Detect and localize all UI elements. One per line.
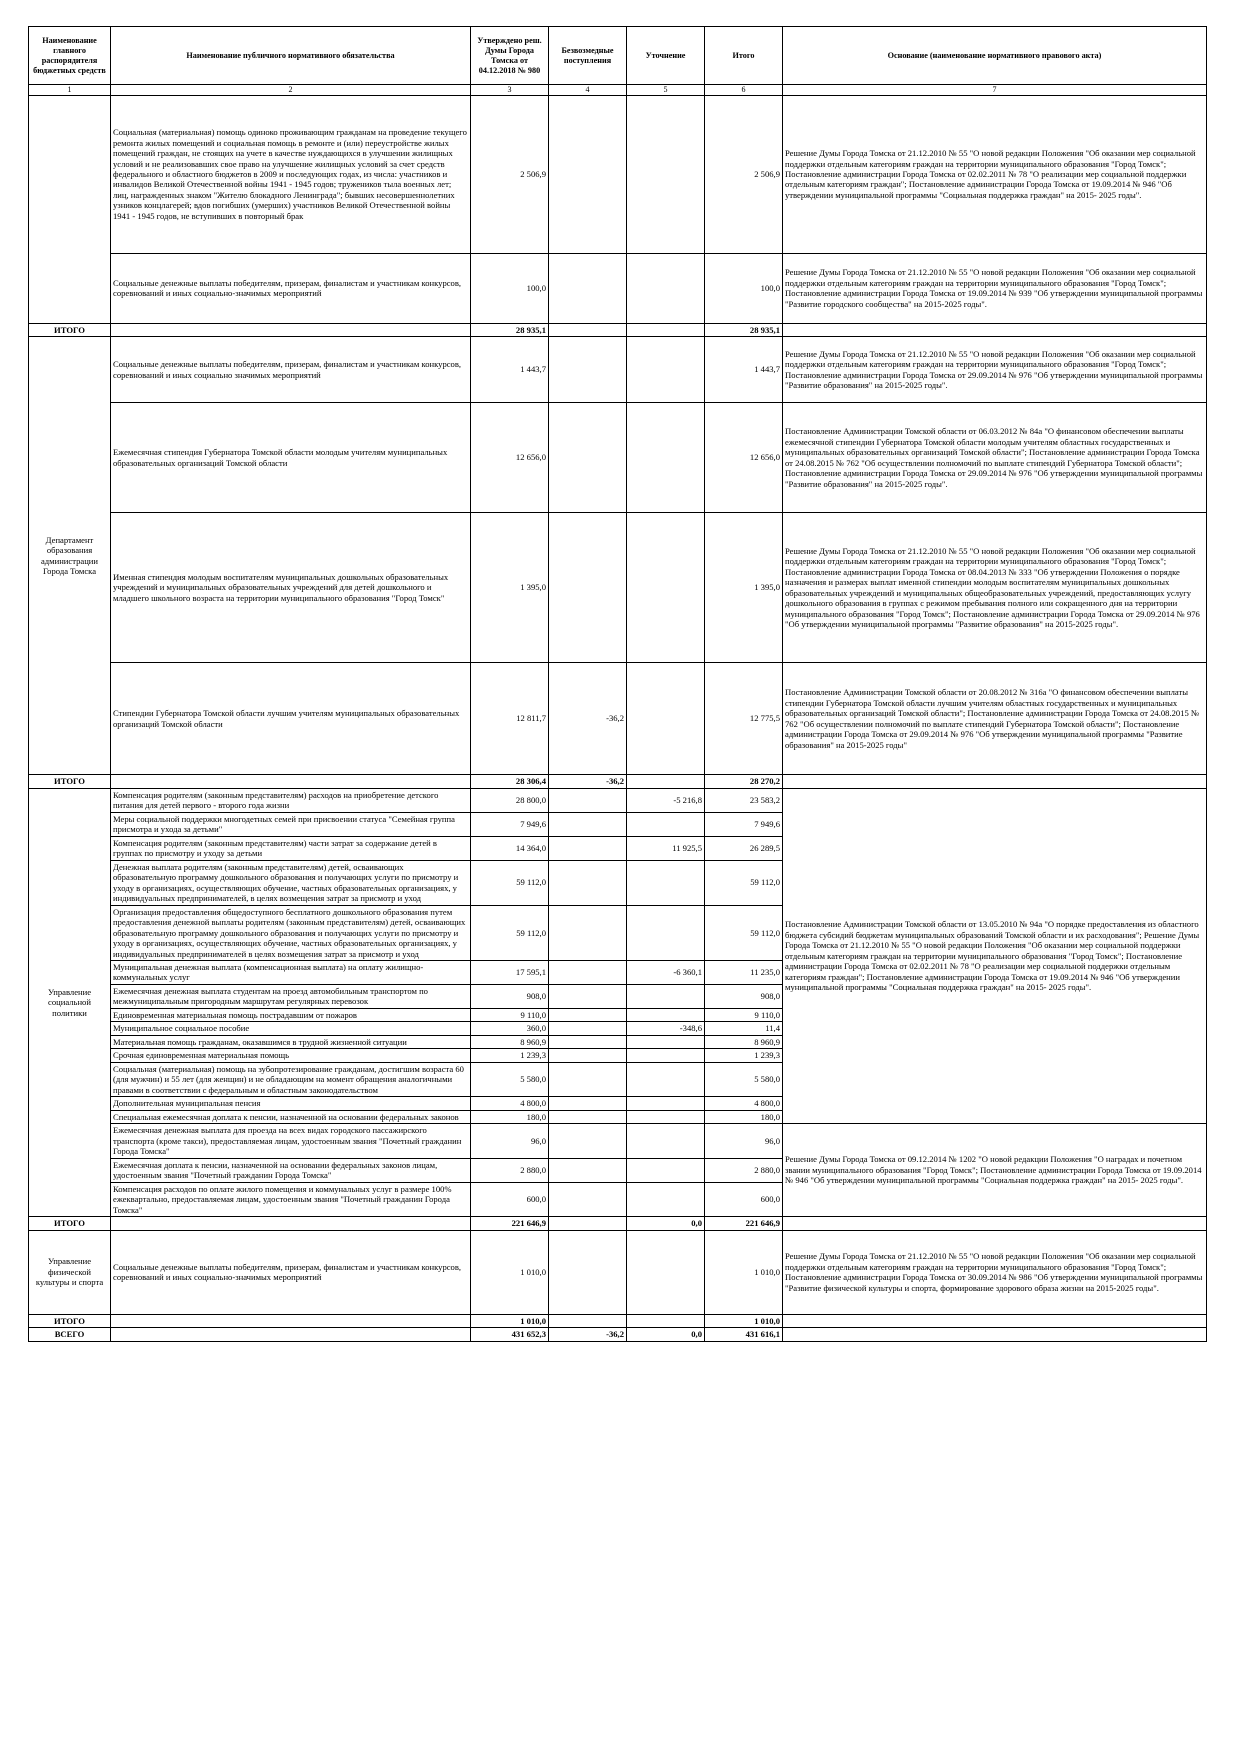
table-row: Социальная (материальная) помощь на зубопротезирование гражданам, достигшим возраста 60 (для мужчин) и 55 лет (для женщин) и не обладающим на момент обращения аналогичными правами в соответствии с федеральным и областным законодательством 5 580,0 5 580,0 <box>29 1062 1207 1096</box>
table-row: Управление социальной политики Компенсация родителям (законным представителям) расходов на приобретение детского питания для детей первого - второго года жизни 28 800,0 -5 216,8 23 583,2 Постановление Администрации Томской области от 13.05.2010 № 94а "О порядке предоставления из областного бюджета субсидий бюджетам муниципальных образований Томской области и их расходования"; Решение Думы Города Томска от 21.12.2010 № 55 "О новой редакции Положения "Об оказании мер социальной поддержки отдельным категориям граждан на территории муниципального образования "Город Томск"; Постановление администрации Города Томска от 02.02.2011 № 78 "О реализации мер социальной поддержки отдельным категориям граждан"; Постановление администрации Города Томска от 19.09.2014 № 946 "Об утверждении муниципальной программы "Социальная поддержка граждан" на 2015- 2025 годы". <box>29 788 1207 812</box>
col-h6: Итого <box>705 27 783 85</box>
table-row: Управление физической культуры и спорта Социальные денежные выплаты победителям, призерам, финалистам и участникам конкурсов, соревнований и иных социально-значимых мероприятий 1 010,0 1 010,0 Решение Думы Города Томска от 21.12.2010 № 55 "О новой редакции Положения "Об оказании мер социальной поддержки отдельным категориям граждан на территории муниципального образования "Город Томск"; Постановление администрации Города Томска от 30.09.2014 № 986 "Об утверждении муниципальной программы "Развитие физической культуры и спорта, формирование здорового образа жизни на 2015-2025 годы". <box>29 1230 1207 1314</box>
table-row: Социальная (материальная) помощь одиноко проживающим гражданам на проведение текущего ремонта жилых помещений и социальная помощь в ремонте и (или) переустройстве жилых помещений граждан, не стоящих на учете в качестве нуждающихся в улучшении жилищных условий и не реализовавших свое право на улучшение жилищных условий за счет средств федерального и областного бюджетов в 2009 и последующих годах, из числа: участников и инвалидов Великой Отечественной войны 1941 - 1945 годов; тружеников тыла военных лет; лиц, награжденных знаком "Жителю блокадного Ленинграда"; бывших несовершеннолетних узников концлагерей; вдов погибших (умерших) участников Великой Отечественной войны 1941 - 1945 годов, не вступивших в повторный брак 2 506,9 2 506,9 Решение Думы Города Томска от 21.12.2010 № 55 "О новой редакции Положения "Об оказании мер социальной поддержки отдельным категориям граждан на территории муниципального образования "Город Томск"; Постановление администрации Города Томска от 02.02.2011 № 78 "О реализации мер социальной поддержки отдельным категориям граждан"; Постановление администрации Города Томска от 19.09.2014 № 946 "Об утверждении муниципальной программы "Социальная поддержка граждан" на 2015- 2025 годы". <box>29 95 1207 253</box>
col-h5: Уточнение <box>627 27 705 85</box>
table-row: Дополнительная муниципальная пенсия 4 800,0 4 800,0 <box>29 1097 1207 1110</box>
col-h4: Безвозмедные поступления <box>549 27 627 85</box>
table-row: Ежемесячная денежная выплата для проезда на всех видах городского пассажирского транспорта (кроме такси), предоставляемая лицам, удостоенным звания "Почетный гражданин Города Томска" 96,0 96,0 Решение Думы Города Томска от 09.12.2014 № 1202 "О новой редакции Положения "О наградах и почетном звании муниципального образования "Город Томск"; Постановление администрации Города Томска от 19.09.2014 № 946 "Об утверждении муниципальной программы "Социальная поддержка граждан" на 2015- 2025 годы". <box>29 1124 1207 1158</box>
subtotal-row: ИТОГО 28 935,1 28 935,1 <box>29 323 1207 336</box>
col-h2: Наименование публичного нормативного обязательства <box>111 27 471 85</box>
table-row: Денежная выплата родителям (законным представителям) детей, осваивающих образовательную программу дошкольного образования и получающих услуги по присмотру и уходу в организациях, осуществляющих обучение, частных образовательных организациях, у индивидуальных предпринимателей, в целях возмещения затрат за присмотр и уход 59 112,0 59 112,0 <box>29 860 1207 905</box>
grand-total-row: ВСЕГО 431 652,3 -36,2 0,0 431 616,1 <box>29 1328 1207 1341</box>
table-row: Ежемесячная доплата к пенсии, назначенной на основании федеральных законов лицам, удостоенным звания "Почетный гражданин Города Томска" 2 880,0 2 880,0 <box>29 1158 1207 1182</box>
table-row: Муниципальное социальное пособие 360,0 -348,6 11,4 <box>29 1022 1207 1035</box>
dept-social: Управление социальной политики <box>29 788 111 1216</box>
table-row: Именная стипендия молодым воспитателям муниципальных дошкольных образовательных учреждений и муниципальных образовательных учреждений для детей дошкольного и младшего школьного возраста на территории муниципального образования "Город Томск" 1 395,0 1 395,0 Решение Думы Города Томска от 21.12.2010 № 55 "О новой редакции Положения "Об оказании мер социальной поддержки отдельным категориям граждан на территории муниципального образования "Город Томск"; Постановление администрации Города Томска от 08.04.2013 № 333 "Об утверждении Положения о порядке назначения и размерах выплат именной стипендии молодым воспитателям муниципальных дошкольных образовательных учреждений и муниципальных общеобразовательных учреждений, предоставляющих услугу дошкольного образования в группах с режимом пребывания полного или сокращенного дня на территории муниципального образования "Город Томск"; Постановление администрации Города Томска от 29.09.2014 № 976 "Об утверждении муниципальной программы "Развитие образования" на 2015-2025 годы". <box>29 513 1207 663</box>
table-row: Срочная единовременная материальная помощь 1 239,3 1 239,3 <box>29 1049 1207 1062</box>
subtotal-row: ИТОГО 221 646,9 0,0 221 646,9 <box>29 1217 1207 1230</box>
col-h3: Утверждено реш. Думы Города Томска от 04.12.2018 № 980 <box>471 27 549 85</box>
table-row: Компенсация родителям (законным представителям) части затрат за содержание детей в группах по присмотру и уходу за детьми 14 364,0 11 925,5 26 289,5 <box>29 836 1207 860</box>
dept-education: Департамент образования администрации Города Томска <box>29 337 111 775</box>
table-row: Стипендии Губернатора Томской области лучшим учителям муниципальных образовательных организаций Томской области 12 811,7 -36,2 12 775,5 Постановление Администрации Томской области от 20.08.2012 № 316а "О финансовом обеспечении выплаты стипендии Губернатора Томской области лучшим учителям областных государственных и муниципальных образовательных организаций Томской области"; Постановление администрации Города Томска от 24.08.2015 № 762 "Об осуществлении полномочий по выплате стипендий Губернатора Томской области"; Постановление администрации Города Томска от 29.09.2014 № 976 "Об утверждении муниципальной программы "Развитие образования" на 2015-2025 годы" <box>29 663 1207 775</box>
table-row: Компенсация расходов по оплате жилого помещения и коммунальных услуг в размере 100% ежеквартально, предоставляемая лицам, удостоенным звания "Почетный гражданин Города Томска" 600,0 600,0 <box>29 1182 1207 1216</box>
table-row: Единовременная материальная помощь пострадавшим от пожаров 9 110,0 9 110,0 <box>29 1008 1207 1021</box>
table-row: Ежемесячная стипендия Губернатора Томской области молодым учителям муниципальных образовательных организаций Томской области 12 656,0 12 656,0 Постановление Администрации Томской области от 06.03.2012 № 84а "О финансовом обеспечении выплаты ежемесячной стипендии Губернатора Томской области молодым учителям областных государственных и муниципальных образовательных организаций Томской области"; Постановление администрации Города Томска от 24.08.2015 № 762 "Об осуществлении полномочий по выплате стипендий Губернатора Томской области"; Постановление администрации Города Томска от 29.09.2014 № 976 "Об утверждении муниципальной программы "Развитие образования" на 2015-2025 годы". <box>29 403 1207 513</box>
subtotal-row: ИТОГО 1 010,0 1 010,0 <box>29 1314 1207 1327</box>
table-row: Ежемесячная денежная выплата студентам на проезд автомобильным транспортом по межмуниципальным пригородным маршрутам регулярных перевозок 908,0 908,0 <box>29 984 1207 1008</box>
subtotal-row: ИТОГО 28 306,4 -36,2 28 270,2 <box>29 775 1207 788</box>
table-row: Организация предоставления общедоступного бесплатного дошкольного образования путем предоставления денежной выплаты родителям (законным представителям) детей, осваивающих образовательную программу дошкольного образования и получающих услуги по присмотру и уходу в организациях, осуществляющих обучение, частных образовательных организациях, у индивидуальных предпринимателей в целях возмещения затрат за присмотр и уход 59 112,0 59 112,0 <box>29 905 1207 960</box>
table-row: Департамент образования администрации Города Томска Социальные денежные выплаты победителям, призерам, финалистам и участникам конкурсов, соревнований и иных социально значимых мероприятий 1 443,7 1 443,7 Решение Думы Города Томска от 21.12.2010 № 55 "О новой редакции Положения "Об оказании мер социальной поддержки отдельным категориям граждан на территории муниципального образования "Город Томск"; Постановление администрации Города Томска от 29.09.2014 № 976 "Об утверждении муниципальной программы "Развитие образования" на 2015-2025 годы". <box>29 337 1207 403</box>
table-row: Муниципальная денежная выплата (компенсационная выплата) на оплату жилищно-коммунальных услуг 17 595,1 -6 360,1 11 235,0 <box>29 960 1207 984</box>
table-row: Социальные денежные выплаты победителям, призерам, финалистам и участникам конкурсов, соревнований и иных социально-значимых мероприятий 100,0 100,0 Решение Думы Города Томска от 21.12.2010 № 55 "О новой редакции Положения "Об оказании мер социальной поддержки отдельным категориям граждан на территории муниципального образования "Город Томск"; Постановление администрации Города Томска от 19.09.2014 № 939 "Об утверждении муниципальной программы "Развитие городского сообщества" на 2015-2025 годы". <box>29 253 1207 323</box>
index-row: 1 2 3 4 5 6 7 <box>29 85 1207 96</box>
header-row <box>29 27 1207 85</box>
table-row: Материальная помощь гражданам, оказавшимся в трудной жизненной ситуации 8 960,9 8 960,9 <box>29 1035 1207 1048</box>
table-row: Меры социальной поддержки многодетных семей при присвоении статуса "Семейная группа присмотра и ухода за детьми" 7 949,6 7 949,6 <box>29 812 1207 836</box>
table-row: Специальная ежемесячная доплата к пенсии, назначенной на основании федеральных законов 180,0 180,0 <box>29 1110 1207 1123</box>
col-h1: Наименование главного распорядителя бюджетных средств <box>29 27 111 85</box>
dept-sport: Управление физической культуры и спорта <box>29 1230 111 1314</box>
budget-table <box>28 26 1207 1342</box>
col-h7: Основание (наименование нормативного правового акта) <box>783 27 1207 85</box>
